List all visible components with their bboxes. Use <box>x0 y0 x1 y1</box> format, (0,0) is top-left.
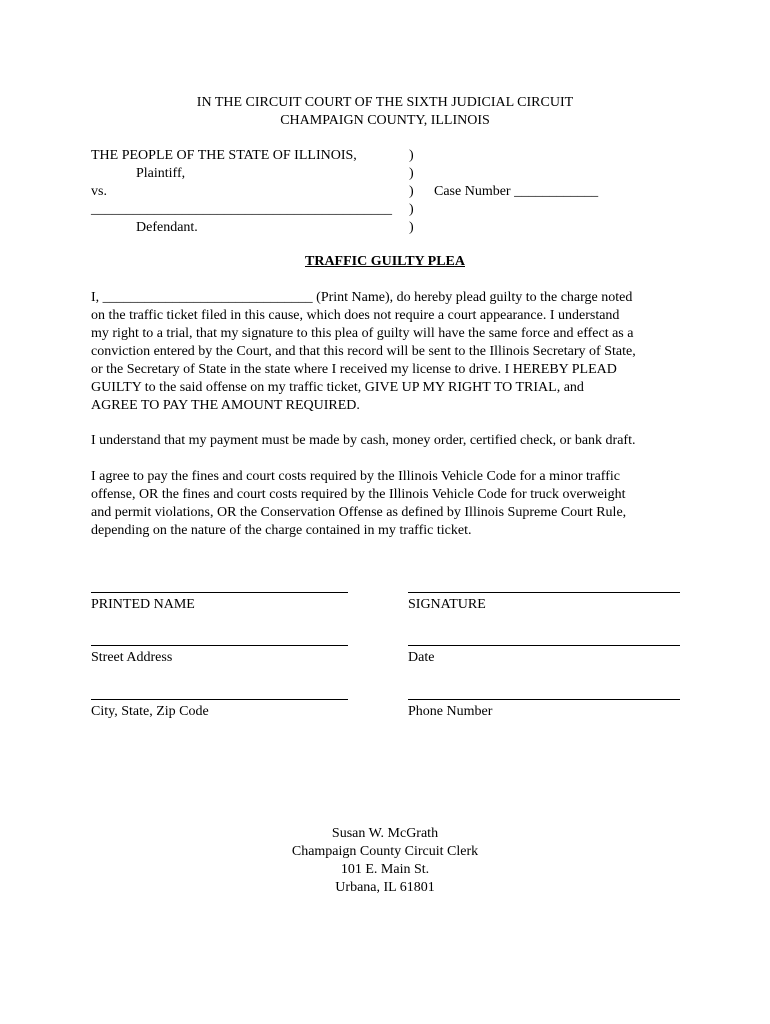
court-header <box>0 94 770 130</box>
document-title: TRAFFIC GUILTY PLEA <box>305 254 465 269</box>
date-label: Date <box>408 650 435 665</box>
clerk-office: Champaign County Circuit Clerk <box>291 844 479 859</box>
signature-line <box>408 592 680 593</box>
signature-line <box>91 645 348 646</box>
paragraph-line: and permit violations, OR the Conservation Offense as defined by Illinois Supreme Court Rule, <box>91 505 627 520</box>
street-address-label: Street Address <box>91 650 173 665</box>
street-address-field <box>91 645 348 666</box>
printed-name-label: PRINTED NAME <box>91 597 195 612</box>
paragraph-line: AGREE TO PAY THE AMOUNT REQUIRED. <box>91 398 360 413</box>
case-caption <box>91 147 691 237</box>
fines-paragraph <box>91 468 681 540</box>
city-state-zip-label: City, State, Zip Code <box>91 704 209 719</box>
paragraph-line: on the traffic ticket filed in this cause, which does not require a court appearance. I understand <box>91 308 620 323</box>
city-state-zip-field <box>91 699 348 720</box>
defendant-name-blank: ___________________________________________ <box>91 202 392 217</box>
clerk-city: Urbana, IL 61801 <box>335 880 435 895</box>
plaintiff-party: THE PEOPLE OF THE STATE OF ILLINOIS, <box>91 148 357 163</box>
court-name: IN THE CIRCUIT COURT OF THE SIXTH JUDICIAL CIRCUIT <box>196 95 574 110</box>
paragraph-line: conviction entered by the Court, and that this record will be sent to the Illinois Secretary of State, <box>91 344 636 359</box>
versus-label: vs. <box>91 184 107 199</box>
signature-line <box>91 592 348 593</box>
phone-number-label: Phone Number <box>408 704 493 719</box>
plea-paragraph <box>91 289 681 415</box>
caption-paren: ) <box>409 220 414 235</box>
paragraph-line: GUILTY to the said offense on my traffic ticket, GIVE UP MY RIGHT TO TRIAL, and <box>91 380 584 395</box>
clerk-address-block <box>0 825 770 897</box>
paragraph-line: my right to a trial, that my signature to this plea of guilty will have the same force and effect as a <box>91 326 634 341</box>
clerk-name: Susan W. McGrath <box>331 826 439 841</box>
signature-label: SIGNATURE <box>408 597 486 612</box>
signature-line <box>408 645 680 646</box>
clerk-street: 101 E. Main St. <box>340 862 430 877</box>
signature-field <box>408 592 680 613</box>
paragraph-line: I, ______________________________ (Print Name), do hereby plead guilty to the charge noted <box>91 290 633 305</box>
defendant-label: Defendant. <box>136 220 198 235</box>
paragraph-line: depending on the nature of the charge contained in my traffic ticket. <box>91 523 472 538</box>
paragraph-line: offense, OR the fines and court costs required by the Illinois Vehicle Code for truck overweight <box>91 487 626 502</box>
caption-paren: ) <box>409 184 414 199</box>
date-field <box>408 645 680 666</box>
case-number-field: Case Number ____________ <box>434 184 599 199</box>
payment-paragraph <box>91 432 681 450</box>
signature-line <box>408 699 680 700</box>
signature-line <box>91 699 348 700</box>
paragraph-line: or the Secretary of State in the state where I received my license to drive. I HEREBY PLEAD <box>91 362 617 377</box>
caption-paren: ) <box>409 202 414 217</box>
plaintiff-label: Plaintiff, <box>136 166 186 181</box>
county-name: CHAMPAIGN COUNTY, ILLINOIS <box>280 113 490 128</box>
caption-paren: ) <box>409 166 414 181</box>
caption-paren: ) <box>409 148 414 163</box>
paragraph-line: I agree to pay the fines and court costs required by the Illinois Vehicle Code for a minor traffic <box>91 469 620 484</box>
phone-number-field <box>408 699 680 720</box>
printed-name-field <box>91 592 348 613</box>
paragraph-line: I understand that my payment must be made by cash, money order, certified check, or bank draft. <box>91 433 636 448</box>
